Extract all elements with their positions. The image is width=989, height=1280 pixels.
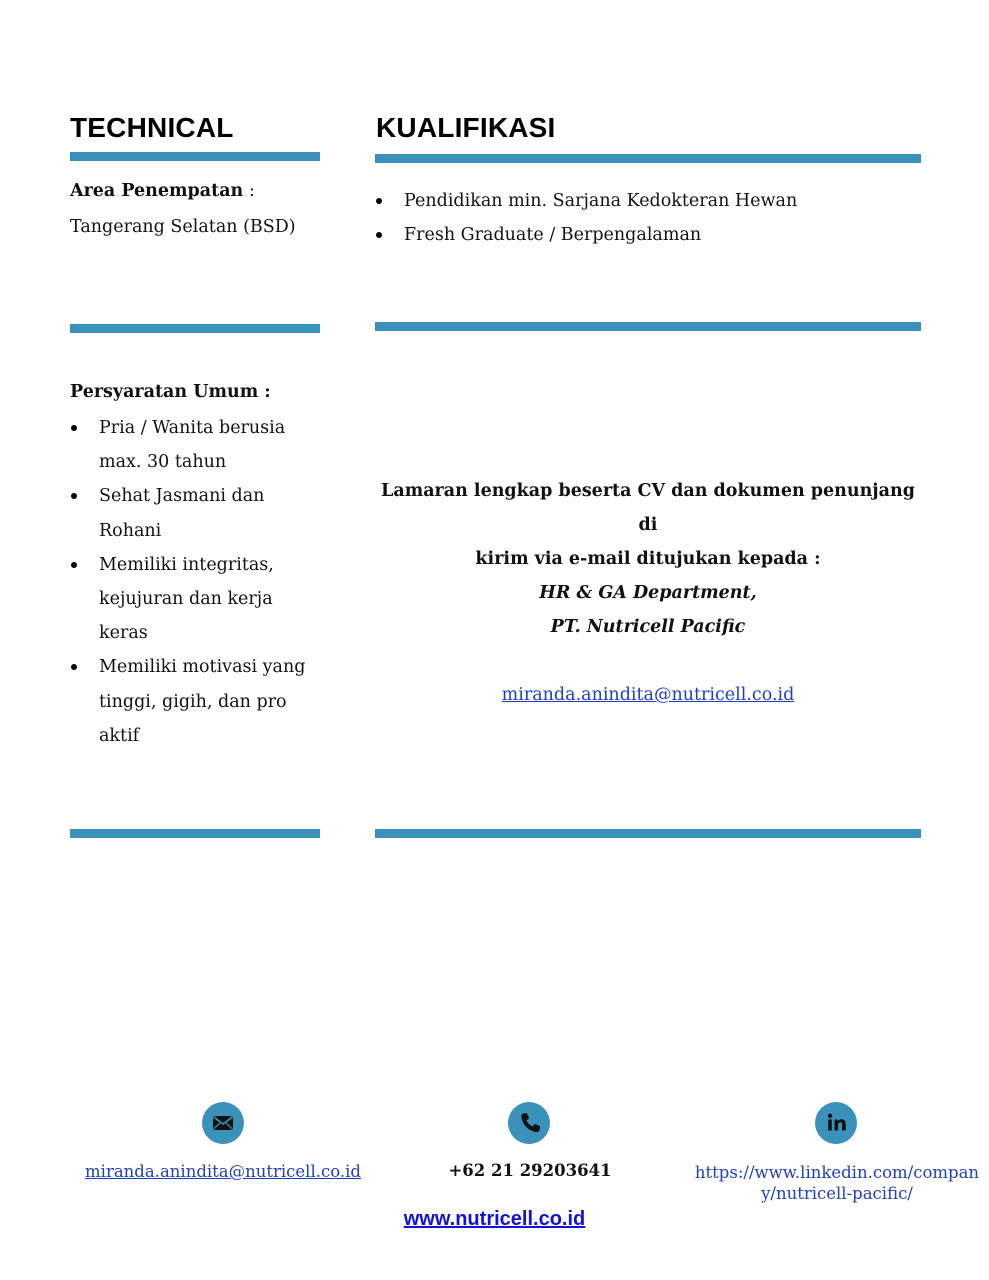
left-divider-2 (70, 324, 320, 333)
list-item-line: Rohani (99, 520, 162, 541)
list-item-line: aktif (99, 725, 140, 746)
list-item-line: tinggi, gigih, dan pro (99, 691, 287, 712)
company: PT. Nutricell Pacific (550, 617, 746, 637)
list-item-line: keras (99, 623, 148, 644)
right-divider-3 (375, 829, 921, 838)
left-divider-3 (70, 829, 320, 838)
list-item (70, 411, 330, 479)
area-value: Tangerang Selatan (BSD) (70, 217, 296, 237)
list-item-line: max. 30 tahun (99, 452, 227, 473)
technical-divider (70, 152, 320, 161)
technical-heading: TECHNICAL (70, 112, 234, 143)
list-item (70, 650, 330, 753)
list-item: Pendidikan min. Sarjana Kedokteran Hewan (375, 184, 921, 218)
list-item-line: Memiliki motivasi yang (99, 657, 306, 678)
list-item-line: kejujuran dan kerja (99, 589, 273, 610)
application-info (375, 474, 921, 712)
phone-icon[interactable] (508, 1102, 550, 1144)
apply-line-2: kirim via e-mail ditujukan kepada : (475, 549, 821, 569)
area-colon: : (243, 181, 255, 201)
list-item-line: Sehat Jasmani dan (99, 486, 265, 507)
area-penempatan (70, 174, 255, 208)
linkedin-url-line-1: https://www.linkedin.com/compan (694, 1163, 980, 1182)
list-item: Fresh Graduate / Berpengalaman (375, 218, 921, 252)
requirements-list (70, 411, 330, 753)
linkedin-url-line-2: y/nutricell-pacific/ (761, 1184, 913, 1203)
requirements-label (70, 375, 271, 409)
website-link[interactable]: www.nutricell.co.id (403, 1208, 586, 1230)
apply-line-1: Lamaran lengkap beserta CV dan dokumen penunjang di (381, 481, 915, 535)
list-item-line: Memiliki integritas, (99, 554, 274, 575)
footer-linkedin[interactable] (688, 1162, 986, 1204)
qualifications-list (375, 184, 921, 252)
contact-email-link[interactable]: miranda.anindita@nutricell.co.id (501, 685, 795, 705)
department: HR & GA Department, (539, 583, 757, 603)
footer-phone: +62 21 29203641 (448, 1161, 612, 1180)
right-divider-2 (375, 322, 921, 331)
footer-email-link[interactable]: miranda.anindita@nutricell.co.id (85, 1162, 361, 1181)
area-label: Area Penempatan (70, 181, 244, 201)
kualifikasi-heading: KUALIFIKASI (376, 112, 556, 143)
list-item (70, 548, 330, 651)
requirements-label-text: Persyaratan Umum : (70, 382, 271, 402)
list-item-line: Pria / Wanita berusia (99, 418, 286, 438)
footer-email (70, 1161, 376, 1182)
list-item (70, 479, 330, 547)
linkedin-icon[interactable] (815, 1102, 857, 1144)
envelope-icon[interactable] (202, 1102, 244, 1144)
kualifikasi-divider (375, 154, 921, 163)
